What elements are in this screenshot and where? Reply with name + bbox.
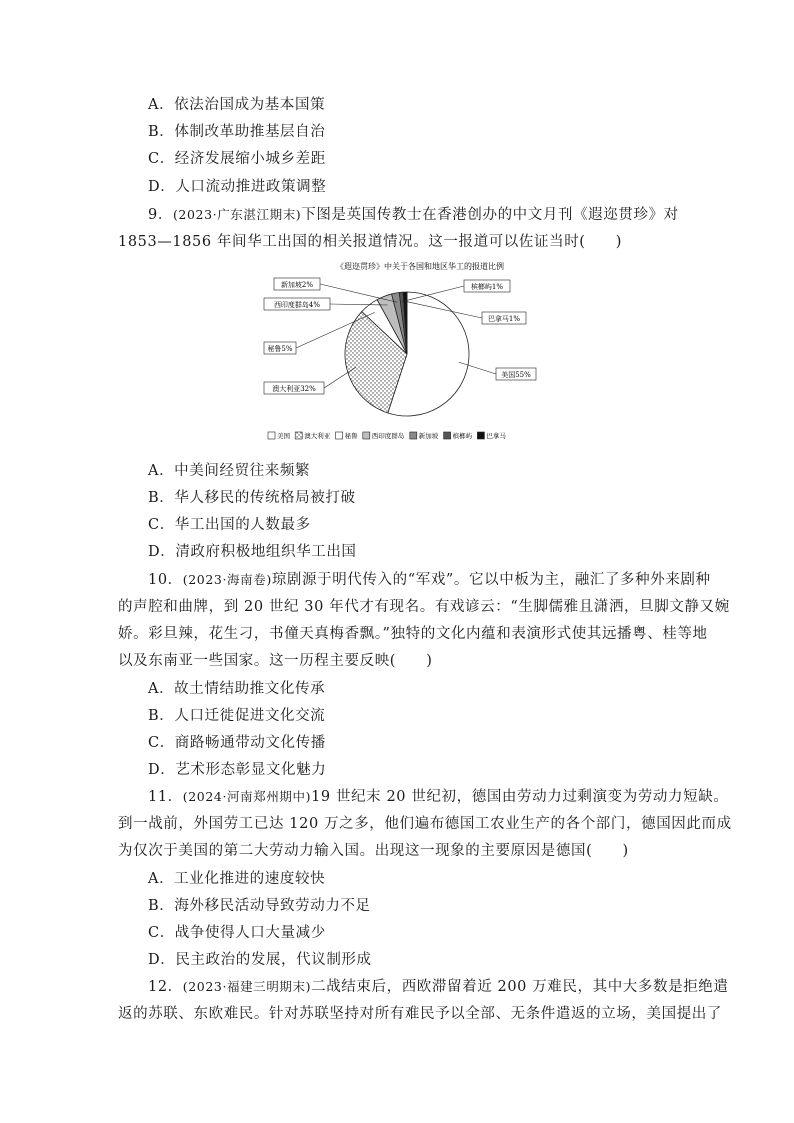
legend-label: 澳大利亚 [304, 432, 331, 440]
q10-stem [148, 570, 711, 590]
q9-source: (2023·广东湛江期末) [172, 207, 302, 222]
q8-option-c: C．经济发展缩小城乡差距 [148, 151, 326, 167]
q9-pie-chart [260, 260, 580, 450]
q11-stem-line3: 为仅次于美国的第二大劳动力输入国。出现这一现象的主要原因是德国( ) [118, 843, 629, 859]
legend-swatch [477, 432, 484, 439]
q10-stem-line3: 娇。彩旦辣，花生刁，书僮天真梅香飘。”独特的文化内蕴和表演形式使其远播粤、桂等地 [118, 626, 708, 642]
q10-stem-line1: 琼剧源于明代传入的“军戏”。它以中板为主，融汇了多种外来剧种 [271, 572, 711, 588]
q9-stem [148, 205, 679, 225]
q9-option-d: D．清政府积极地组织华工出国 [148, 544, 357, 560]
q12-stem-line1: 二战结束后，西欧滞留着近 200 万难民，其中大多数是拒绝遣 [311, 979, 729, 995]
q11-stem-line1: 19 世纪末 20 世纪初，德国由劳动力过剩演变为劳动力短缺。 [311, 789, 729, 805]
q11-stem-line2: 到一战前，外国劳工已达 120 万之多，他们遍布德国工农业生产的各个部门，德国因此而成 [118, 816, 732, 832]
q11-option-d: D．民主政治的发展，代议制形成 [148, 952, 372, 968]
legend-label: 槟榔屿 [452, 432, 473, 440]
q9-option-c: C．华工出国的人数最多 [148, 517, 311, 533]
q9-stem-line1: 下图是英国传教士在香港创办的中文月刊《遐迩贯珍》对 [301, 207, 679, 223]
q10-stem-line2: 的声腔和曲牌，到 20 世纪 30 年代才有现名。有戏谚云：“生脚儒雅且潇洒，旦脚文静又婉 [118, 599, 730, 615]
legend-label: 秘鲁 [344, 432, 358, 440]
data-label: 槟榔屿1% [470, 283, 504, 291]
q11-option-b: B．海外移民活动导致劳动力不足 [148, 898, 371, 914]
data-label: 巴拿马1% [487, 315, 521, 323]
q8-option-d: D．人口流动推进政策调整 [148, 179, 327, 195]
legend-swatch [363, 432, 370, 439]
q12-stem [148, 977, 729, 997]
q9-number: 9． [148, 207, 173, 223]
q10-number: 10． [148, 572, 183, 588]
legend-label: 美国 [277, 432, 290, 440]
q12-stem-line2: 返的苏联、东欧难民。针对苏联坚持对所有难民予以全部、无条件遣返的立场，美国提出了 [118, 1006, 722, 1022]
q10-option-d: D．艺术形态彰显文化魅力 [148, 762, 327, 778]
q10-stem-line4: 以及东南亚一些国家。这一历程主要反映( ) [118, 653, 433, 669]
q11-number: 11． [148, 789, 183, 805]
legend-swatch [295, 432, 302, 439]
q12-number: 12． [148, 979, 183, 995]
q11-stem [148, 787, 728, 807]
legend-swatch [336, 432, 343, 439]
q9-option-a: A．中美间经贸往来频繁 [148, 463, 311, 479]
q8-option-a: A．依法治国成为基本国策 [148, 97, 326, 113]
q10-option-b: B．人口迁徙促进文化交流 [148, 708, 326, 724]
q9-option-b: B．华人移民的传统格局被打破 [148, 490, 356, 506]
q10-source: (2023·海南卷) [182, 572, 272, 587]
q11-option-a: A．工业化推进的速度较快 [148, 871, 326, 887]
q11-option-c: C．战争使得人口大量减少 [148, 925, 326, 941]
q10-option-a: A．故土情结助推文化传承 [148, 681, 326, 697]
data-label: 澳大利亚32% [272, 385, 316, 393]
data-label: 新加坡2% [280, 281, 314, 289]
q8-option-b: B．体制改革助推基层自治 [148, 124, 326, 140]
callout-line [320, 284, 397, 302]
legend-swatch [444, 432, 451, 439]
chart-title: 《遐迩贯珍》中关于各国和地区华工的报道比例 [336, 262, 504, 271]
q9-stem-line2: 1853—1856 年间华工出国的相关报道情况。这一报道可以佐证当时( ) [118, 234, 623, 250]
legend-label: 巴拿马 [486, 432, 506, 440]
q12-source: (2023·福建三明期末) [182, 979, 312, 994]
data-label: 秘鲁5% [267, 345, 293, 353]
legend-swatch [268, 432, 275, 439]
data-label: 西印度群岛4% [273, 301, 321, 309]
q11-source: (2024·河南郑州期中) [182, 789, 312, 804]
legend-label: 新加坡 [418, 432, 439, 440]
q10-option-c: C．商路畅通带动文化传播 [148, 735, 326, 751]
legend-swatch [410, 432, 417, 439]
legend-label: 西印度群岛 [371, 432, 405, 440]
data-label: 美国55% [501, 371, 531, 379]
